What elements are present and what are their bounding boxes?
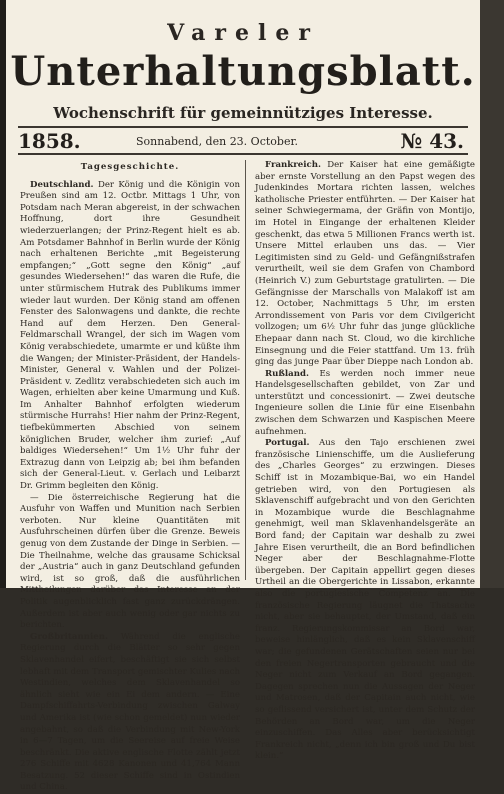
- masthead-subtitle: Wochenschrift für gemeinnütziges Interesse.: [53, 104, 433, 122]
- article-paragraph: [20, 632, 240, 794]
- article-lead: Deutschland.: [30, 179, 94, 190]
- issue-number: № 43.: [400, 129, 464, 153]
- article-text: Während die englische Regierung durch die Blätter so sehr gegen Sklavenhandel eifert, beschäftigt sie sich selbst lebhaft mit dem Transport gemischter Kulies nach Westindien, welches dem Sklavenhandel so ähnlich sieht wie ein Ei dem andern. — Eine Dampfschiffahrts-Verbindung zwischen Galway und Amerika ist (wie schon gemeldet) nun wieder angebahnt, so daß die Verbindung mit New-York in 6—7 Tagen, um die Seereise auf freie Weise beschränkt. Die aktive englische Flotte zählt jetzt 276 Schiffe mit 4628 Kanonen und 41,764 Mann Besatzung. 52 dieser Schiffe sind in Ostindien und China.: [20, 631, 240, 793]
- article-paragraph: [255, 369, 475, 439]
- article-text: Der Kaiser hat eine gemäßigte aber ernste Vorstellung an den Papst wegen des Judenkindes Mortara richten lassen, welches katholische Priester entführten. — Der Kaiser hat seiner Schwiegermama, der Gräfin von Montijo, im Hotel in Eingange der erhaltenen Kleider geschenkt, das etwa 5 Millionen Francs werth ist. Unsere Mittel erlauben uns das. — Vier Legitimisten sind zu Geld- und Gefängnißstrafen verurtheilt, weil sie dem Grafen von Chambord (Heinrich V.) zum Geburtstage gratulirten. — Die Gefängnisse der Marschalls von Malakoff ist am 12. October, Nachmittags 5 Uhr, im ersten Arrondissement von Paris vor dem Civilgericht vollzogen; um 6½ Uhr fuhr das junge glückliche Ehepaar dann nach St. Cloud, wo die kirchliche Einsegnung und die Feier stattfand. Um 13. früh ging das junge Paar über Dieppe nach London ab.: [255, 160, 475, 368]
- section-title: Tagesgeschichte.: [80, 162, 180, 172]
- right-column: [255, 160, 475, 763]
- page-edge: [480, 0, 504, 588]
- article-paragraph: [20, 180, 240, 493]
- article-lead: Frankreich.: [265, 160, 321, 170]
- rule-top: [18, 126, 468, 128]
- article-lead: Portugal.: [265, 438, 310, 449]
- article-text: Der König und die Königin von Preußen sind am 12. Octbr. Mittags 1 Uhr, von Potsdam nach Meran abgereist, in der schwachen Hoffnung, dort ihre Gesundheit wiederzuerlangen; der Prinz-Regent hielt es ab. Am Potsdamer Bahnhof in Berlin wurde der König nach erhaltenen Berichte „mit Begeisterung empfangen;“ „Gott segne den König“ „auf gesundes Wiedersehen!“ das waren die Rufe, die unter stürmischem Hutrak des Publikums immer wieder laut wurden. Der König stand am offenen Fenster des Salonwagens und dankte, die rechte Hand auf dem Herzen. Den General-Feldmarschall Wrangel, der sich im Wagen vom König verabschiedete, umarmte er und küßte ihm die Wangen; der Minister-Präsident, der Handels-Minister, General v. Wahlen und der Polizei-Präsident v. Zedlitz verabschiedeten sich auch im Wagen, erhielten aber keine Umarmung und Kuß. Im Anhalter Bahnhof erfolgten wiederum stürmische Hurrahs! Hier nahm der Prinz-Regent, tiefbekümmerten Abschied von seinem königlichen Bruder, welcher ihm zurief: „Auf baldiges Wiedersehen!“ Um 1½ Uhr fuhr der Extrazug dann von Leipzig ab; bei ihm befanden sich der General-Lieut. v. Gerlach und Leibarzt Dr. Grimm begleiten den König.: [20, 179, 240, 492]
- masthead-place: Vareler: [167, 20, 319, 46]
- rule-bottom: [18, 153, 468, 155]
- newspaper-page: [6, 0, 480, 793]
- article-paragraph: [255, 438, 475, 763]
- article-text: Aus den Tajo erschienen zwei französische Linienschiffe, um die Auslieferung des „Charles Georges“ zu erzwingen. Dieses Schiff ist in Mozambique-Bai, wo ein Handel getrieben wird, von den Portugiesen als Sklavenschiff aufgebracht und von den Gerichten in Mozambique wurde die Beschlagnahme genehmigt, weil man Sklavenhandelsgeräte an Bord fand; der Capitain war deshalb zu zwei Jahre Eisen verurtheilt, die an Bord befindlichen Neger aber der Beschlagnahme-Flotte übergeben. Der Capitain appellirt gegen dieses Urtheil an die Obergerichte in Lissabon, erkannte also die portugiesische Competenz an. Die französische Regierung läugnet die Thatsache nicht, aber sie behauptet, der Umstand, daß ein franz. Regierungskommissar an Bord war, beweise hinlänglich, daß es kein Sklavenschiff war; die gefundenen Gerätschaften seien nur bei den freien Negertransporten gebraucht und die Neger nicht zum Verkauf an Bord gegangen. Dagegen sprechen nun die Aussagen der Neger und Matrosen, daß der Capitain auch nicht, wie so geflissend versichert ist, unter dem Schutz der Behörden an Bord war, um die Neger einzuschiffen. Das Alles aber berücksichtigt Frankreich nicht, „denn ich bin groß und Du bist klein.“: [255, 438, 475, 762]
- masthead-title: Unterhaltungsblatt.: [10, 48, 476, 95]
- article-paragraph: [20, 493, 240, 632]
- article-text: — Die österreichische Regierung hat die Ausfuhr von Waffen und Munition nach Serbien verboten. Nur kleine Quantitäten mit Ausfuhrscheinen dürfen über die Grenze. Beweis genug von dem Zustande der Dinge in Serbien. — Die Theilnahme, welche das grausame Schicksal der „Austria“ auch in ganz Deutschland gefunden wird, ist so groß, daß die ausführlichen Mittheilungen darüber das Interesse an der Politik augenblicklich fast ganz zurückdrängen. Außerdem ist aber auch wenig oder gar nichts zu berichten.: [20, 492, 240, 631]
- dateline: [18, 129, 468, 151]
- column-divider: [245, 160, 246, 580]
- article-lead: Großbritannien.: [30, 631, 108, 642]
- issue-year: 1858.: [18, 129, 81, 153]
- issue-date: Sonnabend, den 23. October.: [136, 135, 298, 148]
- article-lead: Rußland.: [265, 368, 310, 379]
- article-text: Es werden noch immer neue Handelsgesellschaften gebildet, von Zar und unterstützt und concessionirt. — Zwei deutsche Ingenieure sollen die Linie für eine Eisenbahn zwischen dem Schwarzen und Kaspischen Meere aufnehmen.: [255, 368, 475, 437]
- article-paragraph: [255, 160, 475, 369]
- left-column: [20, 160, 240, 794]
